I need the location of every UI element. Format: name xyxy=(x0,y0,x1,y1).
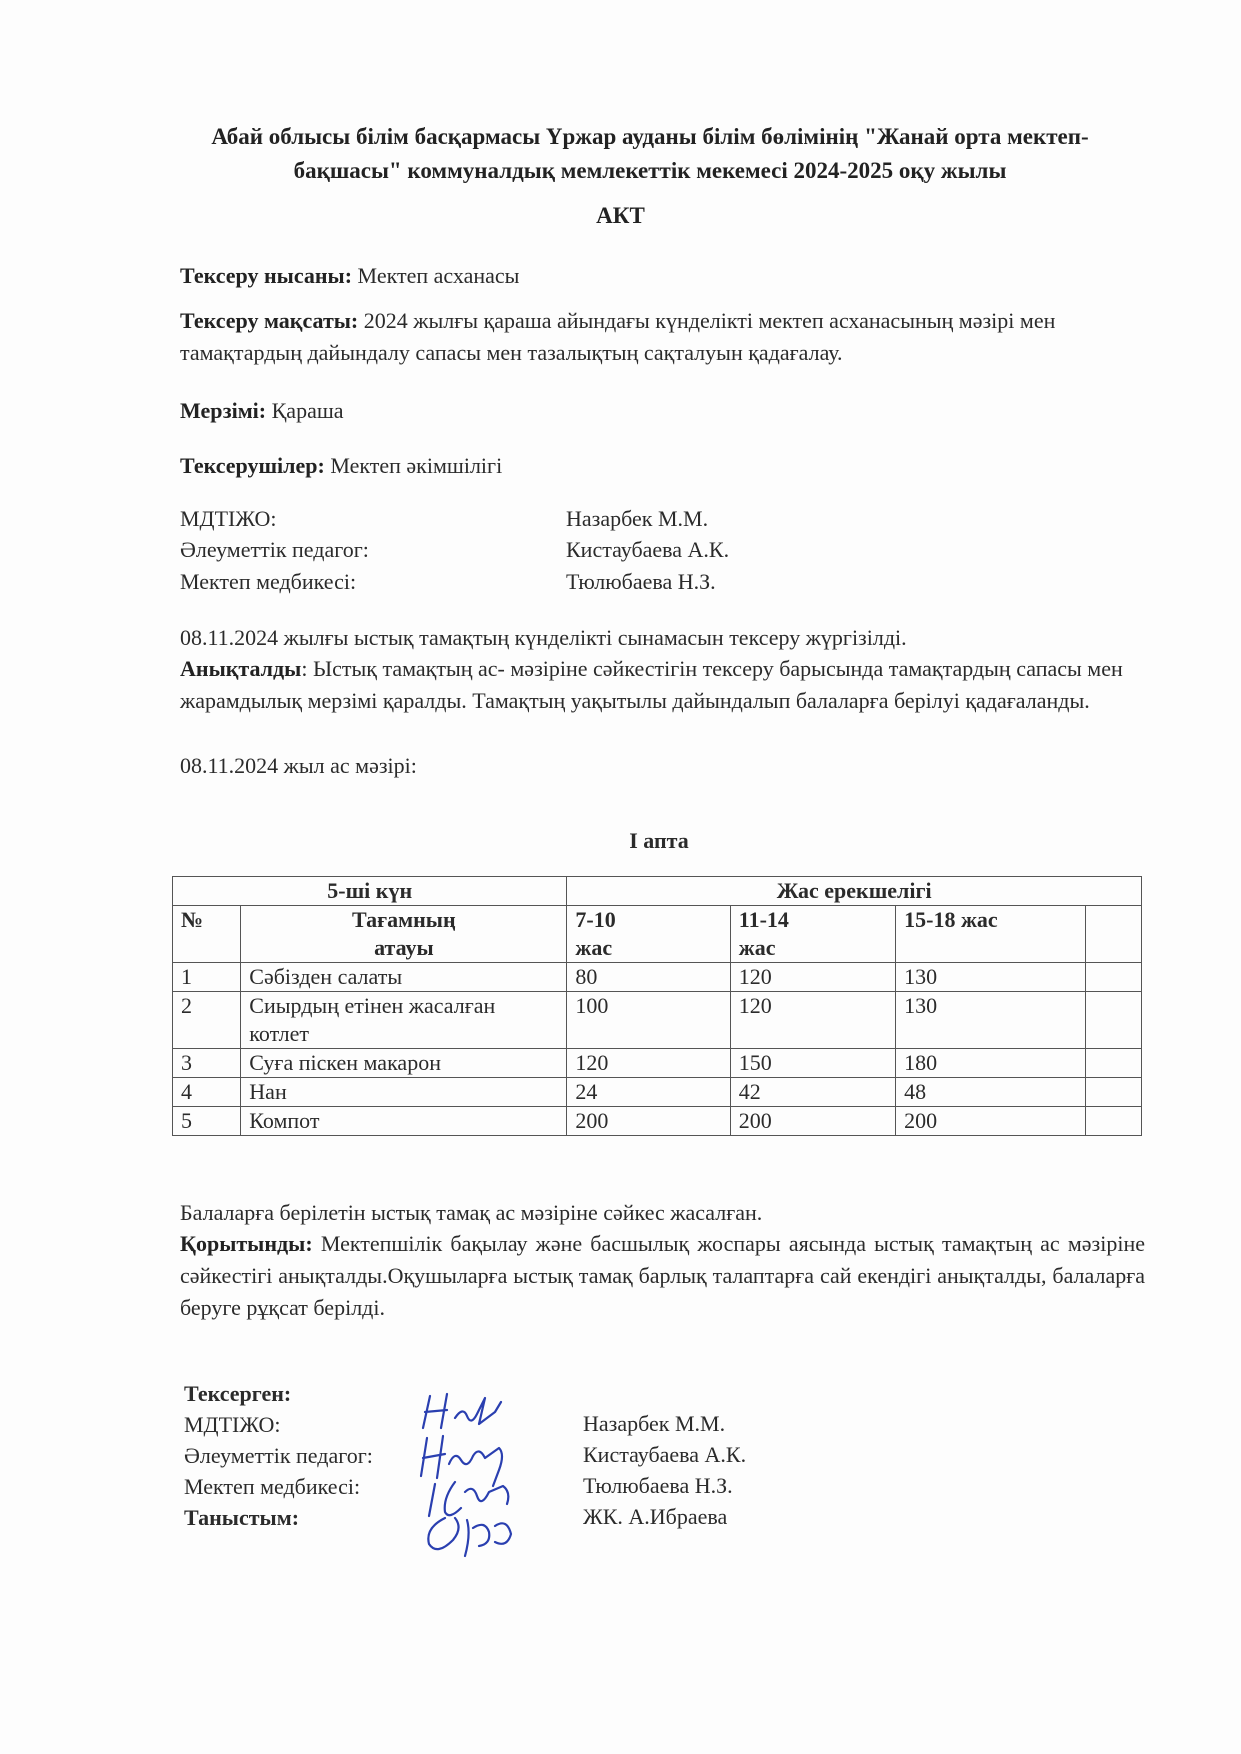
act-title: АКТ xyxy=(596,203,645,228)
header-line-1: Абай облысы білім басқармасы Үржар ауданы білім бөлімінің "Жанай орта мектеп- xyxy=(211,124,1089,149)
row-age-15-18: 200 xyxy=(896,1107,1086,1136)
conclusion-label: Қорытынды: xyxy=(180,1231,313,1256)
col-empty-header xyxy=(1085,906,1141,963)
handwritten-signatures xyxy=(415,1388,540,1558)
row-age-15-18: 130 xyxy=(896,992,1086,1049)
row-empty-cell xyxy=(1085,1078,1141,1107)
row-number: 4 xyxy=(173,1078,241,1107)
acquainted-label: Таныстым: xyxy=(184,1505,300,1530)
inspectors xyxy=(180,450,1145,482)
col-age-11-14-line-1: 11-14 xyxy=(738,907,789,932)
signature-stroke xyxy=(421,1436,502,1486)
signer-name: Назарбек М.М. xyxy=(583,1411,726,1436)
signer-role: Мектеп медбикесі: xyxy=(184,1474,361,1499)
table-row xyxy=(173,963,1142,992)
inspection-object-value: Мектеп асханасы xyxy=(352,263,520,288)
col-dish-name-header xyxy=(241,906,567,963)
row-age-7-10: 24 xyxy=(567,1078,730,1107)
menu-table xyxy=(172,876,1142,1136)
row-empty-cell xyxy=(1085,992,1141,1049)
col-age-7-10-header xyxy=(567,906,730,963)
row-empty-cell xyxy=(1085,963,1141,992)
row-age-11-14: 120 xyxy=(730,963,895,992)
row-age-11-14: 42 xyxy=(730,1078,895,1107)
inspection-object-label: Тексеру нысаны: xyxy=(180,263,353,288)
col-dish-name-line-2: атауы xyxy=(374,935,434,960)
table-subheader-row xyxy=(173,906,1142,963)
signature-stroke xyxy=(428,1518,511,1556)
checked-label: Тексерген: xyxy=(184,1381,292,1406)
header-line-2: бақшасы" коммуналдық мемлекеттік мекемесі 2024-2025 оқу жылы xyxy=(293,158,1007,183)
row-number: 1 xyxy=(173,963,241,992)
day-header: 5-ші күн xyxy=(173,877,567,906)
row-dish-name: Нан xyxy=(241,1078,567,1107)
staff-name: Назарбек М.М. xyxy=(566,506,709,531)
row-age-15-18: 180 xyxy=(896,1049,1086,1078)
row-number: 2 xyxy=(173,992,241,1049)
row-age-7-10: 200 xyxy=(567,1107,730,1136)
col-age-15-18-header: 15-18 жас xyxy=(896,906,1086,963)
row-dish-name: Компот xyxy=(241,1107,567,1136)
row-number: 5 xyxy=(173,1107,241,1136)
acquainted-name: ЖК. А.Ибраева xyxy=(583,1504,728,1529)
inspection-term xyxy=(180,395,1145,427)
row-age-15-18: 48 xyxy=(896,1078,1086,1107)
signer-role: Әлеуметтік педагог: xyxy=(184,1443,373,1468)
row-age-11-14: 200 xyxy=(730,1107,895,1136)
table-header-row xyxy=(173,877,1142,906)
inspection-object xyxy=(180,260,1145,292)
summary-text: Балаларға берілетін ыстық тамақ ас мәзіріне сәйкес жасалған. xyxy=(180,1200,763,1225)
inspectors-value: Мектеп әкімшілігі xyxy=(324,453,503,478)
findings xyxy=(180,653,1145,717)
inspectors-label: Тексерушілер: xyxy=(180,453,325,478)
findings-value: : Ыстық тамақтың ас- мәзіріне сәйкестігін тексеру барысында тамақтардың сапасы мен жарамдылық мерзімі қаралды. Тамақтың уақытылы дайындалып балаларға берілуі қадағаланды. xyxy=(180,656,1123,713)
signers-roles xyxy=(184,1378,373,1533)
week-title: І апта xyxy=(629,828,689,853)
col-age-11-14-line-2: жас xyxy=(738,935,776,960)
row-empty-cell xyxy=(1085,1107,1141,1136)
inspection-purpose-label: Тексеру мақсаты: xyxy=(180,308,359,333)
col-dish-name-line-1: Тағамның xyxy=(352,907,456,932)
row-dish-name: Сәбізден салаты xyxy=(241,963,567,992)
staff-role: Мектеп медбикесі: xyxy=(180,569,357,594)
row-age-7-10: 100 xyxy=(567,992,730,1049)
table-row xyxy=(173,1078,1142,1107)
table-row xyxy=(173,1107,1142,1136)
inspection-term-label: Мерзімі: xyxy=(180,398,267,423)
col-age-11-14-header xyxy=(730,906,895,963)
row-age-11-14: 150 xyxy=(730,1049,895,1078)
row-age-7-10: 120 xyxy=(567,1049,730,1078)
document-header xyxy=(150,120,1150,188)
row-dish-name: Сиырдың етінен жасалған котлет xyxy=(241,992,567,1049)
staff-name: Кистаубаева А.К. xyxy=(566,537,730,562)
table-row xyxy=(173,1049,1142,1078)
staff-name: Тюлюбаева Н.З. xyxy=(566,569,716,594)
col-number-header: № xyxy=(173,906,241,963)
signer-role: МДТІЖО: xyxy=(184,1412,281,1437)
inspection-purpose-value: 2024 жылғы қараша айындағы күнделікті мектеп асханасының мәзірі мен тамақтардың дайындалу сапасы мен тазалықтың сақталуын қадағалау. xyxy=(180,308,1056,365)
conclusion xyxy=(180,1228,1145,1324)
signature-stroke xyxy=(423,1394,501,1428)
check-date-text: 08.11.2024 жылғы ыстық тамақтың күнделікті сынамасын тексеру жүргізілді. xyxy=(180,625,907,650)
col-age-7-10-line-2: жас xyxy=(575,935,613,960)
age-header: Жас ерекшелігі xyxy=(567,877,1142,906)
findings-label: Анықталды xyxy=(180,656,302,681)
row-age-11-14: 120 xyxy=(730,992,895,1049)
signers-names xyxy=(583,1408,746,1532)
col-age-7-10-line-1: 7-10 xyxy=(575,907,616,932)
menu-date-text: 08.11.2024 жыл ас мәзірі: xyxy=(180,753,417,778)
inspection-purpose xyxy=(180,305,1145,369)
staff-role: Әлеуметтік педагог: xyxy=(180,537,369,562)
conclusion-value: Мектепшілік бақылау және басшылық жоспары аясында ыстық тамақтың ас мәзіріне сәйкестігі анықталды.Оқушыларға ыстық тамақ барлық талаптарға сай екендігі анықталды, балаларға беруге рұқсат берілді. xyxy=(180,1231,1145,1320)
row-dish-name: Суға піскен макарон xyxy=(241,1049,567,1078)
signer-name: Тюлюбаева Н.З. xyxy=(583,1473,733,1498)
table-row xyxy=(173,992,1142,1049)
row-empty-cell xyxy=(1085,1049,1141,1078)
row-age-15-18: 130 xyxy=(896,963,1086,992)
row-number: 3 xyxy=(173,1049,241,1078)
inspection-term-value: Қараша xyxy=(266,398,344,423)
signer-name: Кистаубаева А.К. xyxy=(583,1442,747,1467)
signature-stroke xyxy=(429,1482,508,1516)
staff-role: МДТІЖО: xyxy=(180,506,277,531)
row-age-7-10: 80 xyxy=(567,963,730,992)
